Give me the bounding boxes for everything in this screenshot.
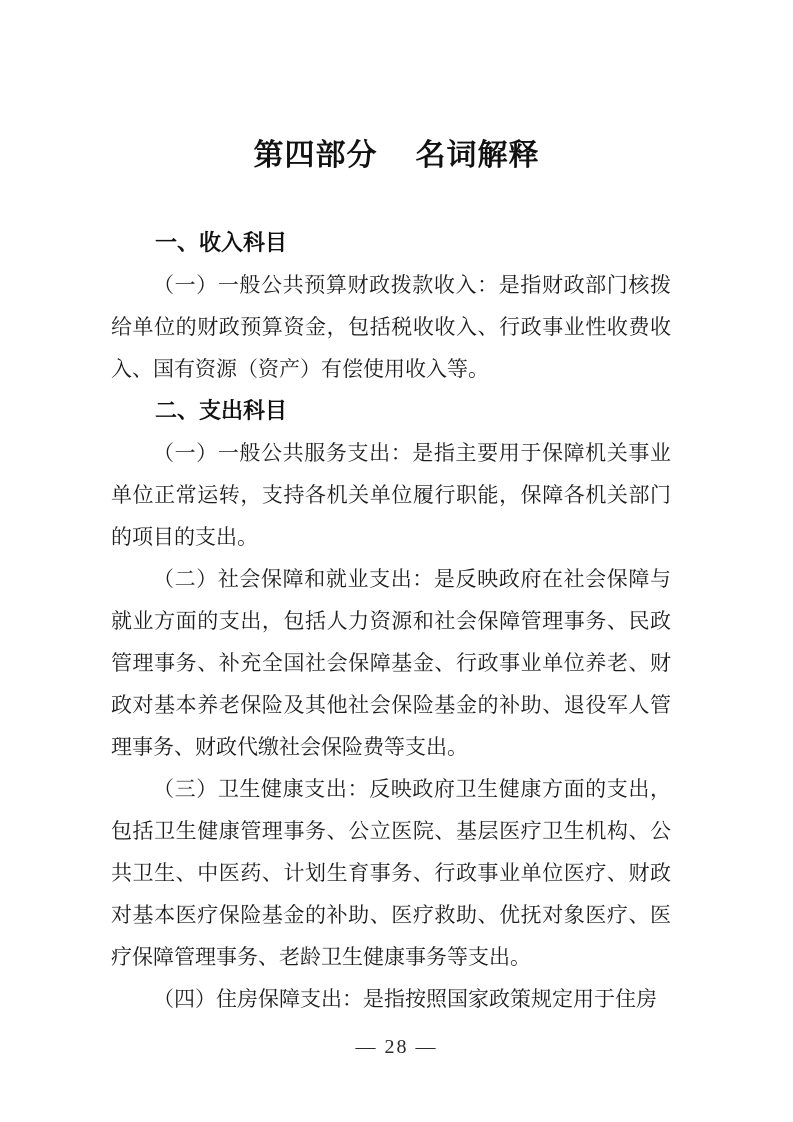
paragraph-expenditure-3: （三）卫生健康支出：反映政府卫生健康方面的支出，包括卫生健康管理事务、公立医院、基层医疗卫生机构、公共卫生、中医药、计划生育事务、行政事业单位医疗、财政对基本医疗保险基金的补助、医疗救助、优抚对象医疗、医疗保障管理事务、老龄卫生健康事务等支出。 xyxy=(111,777,671,969)
paragraph-expenditure-1: （一）一般公共服务支出：是指主要用于保障机关事业单位正常运转，支持各机关单位履行职能，保障各机关部门的项目的支出。 xyxy=(111,441,671,549)
section-heading-income: 一、收入科目 xyxy=(155,230,288,255)
paragraph-expenditure-2: （二）社会保障和就业支出：是反映政府在社会保障与就业方面的支出，包括人力资源和社会保障管理事务、民政管理事务、补充全国社会保障基金、行政事业单位养老、财政对基本养老保险及其他社会保险基金的补助、退役军人管理事务、财政代缴社会保险费等支出。 xyxy=(111,567,671,759)
section-heading-expenditure: 二、支出科目 xyxy=(155,398,288,423)
paragraph-expenditure-4: （四）住房保障支出：是指按照国家政策规定用于住房 xyxy=(153,987,657,1011)
page-title xyxy=(0,0,793,174)
paragraph-income-1: （一）一般公共预算财政拨款收入：是指财政部门核拨给单位的财政预算资金，包括税收收入、行政事业性收费收入、国有资源（资产）有偿使用收入等。 xyxy=(111,273,671,381)
document-body xyxy=(111,222,671,1020)
page-number: — 28 — xyxy=(355,1036,438,1058)
title-name-label: 名词解释 xyxy=(415,139,540,172)
title-part-label: 第四部分 xyxy=(253,139,378,172)
